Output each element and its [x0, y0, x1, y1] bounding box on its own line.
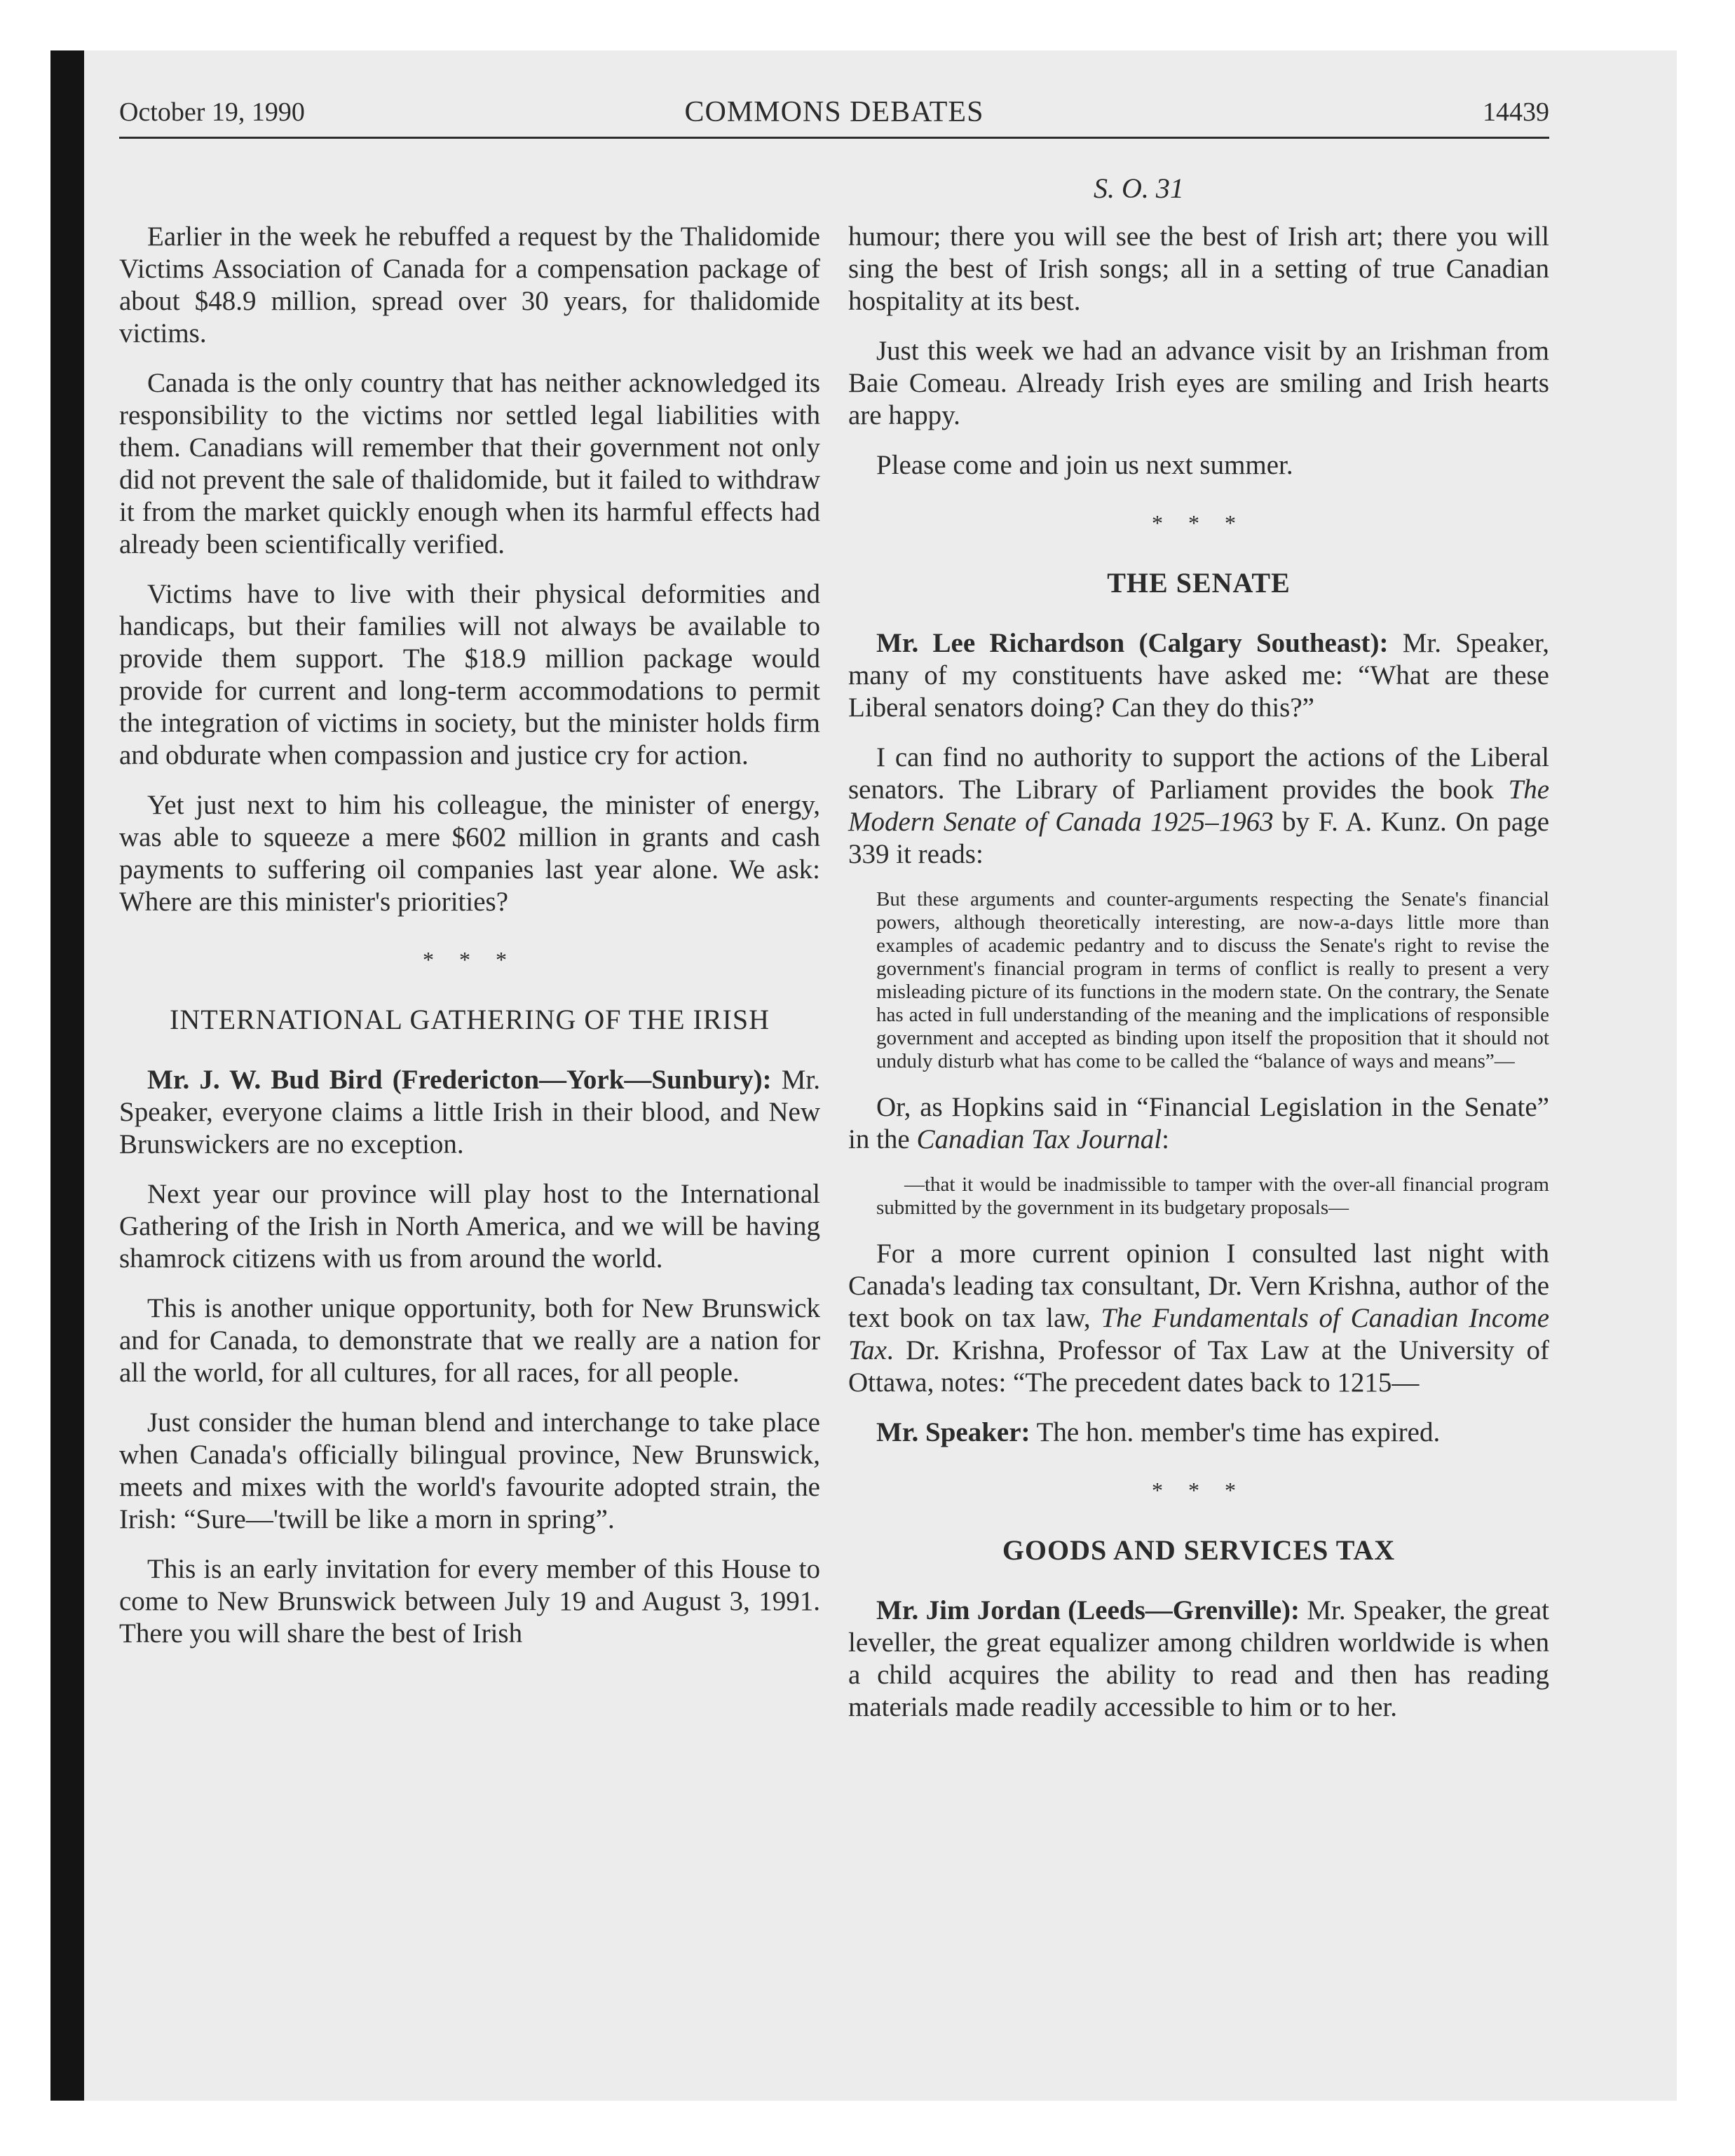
paragraph: [848, 1417, 1549, 1449]
right-column: [848, 221, 1549, 1741]
header-title: COMMONS DEBATES: [684, 96, 984, 128]
section-marker: S. O. 31: [1094, 172, 1184, 204]
paragraph: [848, 742, 1549, 871]
paragraph: Just consider the human blend and interchange to take place when Canada's officially bilingual province, New Brunswick, meets and mixes with the world's favourite adopted strain, the Irish: “Sure—'twill be like a morn in spring”.: [119, 1407, 820, 1534]
page-header: [119, 91, 1549, 133]
paragraph: This is another unique opportunity, both for New Brunswick and for Canada, to demonstrate that we really are a nation for all the world, for all cultures, for all races, for all people.: [119, 1293, 820, 1388]
paragraph: [119, 1064, 820, 1161]
paragraph: [848, 1238, 1549, 1399]
block-quote: But these arguments and counter-arguments respecting the Senate's financial powers, although theoretically interesting, are now-a-days little more than examples of academic pedantry and to discuss the Senate's right to revise the government's financial program in terms of conflict is really to present a very misleading picture of its functions in the modern state. On the contrary, the Senate has acted in full understanding of the meaning and the implications of responsible government and accepted as binding upon itself the proposition that it should not unduly disturb what has come to be called the “balance of ways and means”—: [876, 888, 1549, 1072]
journal-title: Canadian Tax Journal: [916, 1124, 1162, 1154]
paragraph: [848, 627, 1549, 724]
section-separator: * * *: [1152, 510, 1246, 535]
speech-text: . Dr. Krishna, Professor of Tax Law at the University of Ottawa, notes: “The precedent dates back to 1215—: [848, 1335, 1549, 1398]
section-separator: * * *: [423, 947, 517, 972]
paragraph: Please come and join us next summer.: [876, 450, 1293, 480]
paragraph: Next year our province will play host to the International Gathering of the Irish in North America, and we will be having shamrock citizens with us from around the world.: [119, 1179, 820, 1274]
header-rule: [119, 137, 1549, 139]
section-heading: GOODS AND SERVICES TAX: [1002, 1534, 1396, 1566]
speaker-name: Mr. Jim Jordan (Leeds—Grenville):: [876, 1595, 1300, 1625]
block-quote: —that it would be inadmissible to tamper with the over-all financial program submitted by the government in its budgetary proposals—: [876, 1173, 1549, 1219]
paragraph: Yet just next to him his colleague, the minister of energy, was able to squeeze a mere $602 million in grants and cash payments to suffering oil companies last year alone. We ask: Where are this minister's priorities?: [119, 790, 820, 917]
paragraph: [848, 1091, 1549, 1156]
section-heading: INTERNATIONAL GATHERING OF THE IRISH: [170, 1004, 770, 1035]
speech-text: I can find no authority to support the actions of the Liberal senators. The Library of Parliament provides the book: [848, 742, 1549, 805]
paragraph: Canada is the only country that has neither acknowledged its responsibility to the victims nor settled legal liabilities with them. Canadians will remember that their government not only did not prevent the sale of thalidomide, but it failed to withdraw it from the market quickly enough when its harmful effects had already been scientifically verified.: [119, 368, 820, 559]
paragraph: [848, 1595, 1549, 1724]
speech-text: :: [1162, 1124, 1169, 1154]
binding-edge: [50, 50, 84, 2101]
paragraph: Just this week we had an advance visit by an Irishman from Baie Comeau. Already Irish eyes are smiling and Irish hearts are happy.: [848, 336, 1549, 430]
paragraph: humour; there you will see the best of Irish art; there you will sing the best of Irish songs; all in a setting of true Canadian hospitality at its best.: [848, 221, 1549, 316]
speech-text: Or, as Hopkins said in “Financial Legislation in the Senate” in the: [848, 1092, 1549, 1154]
book-title: The Fundamentals of Canadian Income Tax: [848, 1303, 1550, 1365]
book-title: The Modern Senate of Canada 1925–1963: [848, 775, 1549, 837]
speech-text: by F. A. Kunz. On page 339 it reads:: [848, 807, 1550, 869]
header-page-number: 14439: [1483, 97, 1549, 127]
section-heading: THE SENATE: [1107, 567, 1291, 599]
paragraph: This is an early invitation for every member of this House to come to New Brunswick between July 19 and August 3, 1991. There you will share the best of Irish: [119, 1554, 820, 1649]
speech-text: The hon. member's time has expired.: [1036, 1417, 1441, 1447]
speech-text: For a more current opinion I consulted last night with Canada's leading tax consultant, Dr. Vern Krishna, author of the text book on tax law,: [848, 1239, 1549, 1333]
speaker-name: Mr. Lee Richardson (Calgary Southeast):: [876, 628, 1389, 658]
speech-text: Mr. Speaker, the great leveller, the great equalizer among children worldwide is when a child acquires the ability to read and then has reading materials made readily accessible to him or to her.: [848, 1595, 1549, 1722]
paragraph: Earlier in the week he rebuffed a request by the Thalidomide Victims Association of Canada for a compensation package of about $48.9 million, spread over 30 years, for thalidomide victims.: [119, 221, 820, 348]
section-separator: * * *: [1152, 1478, 1246, 1503]
left-column: [119, 221, 820, 1667]
paragraph: Victims have to live with their physical deformities and handicaps, but their families will not always be available to provide them support. The $18.9 million package would provide for current and long-term accommodations to permit the integration of victims in society, but the minister holds firm and obdurate when compassion and justice cry for action.: [119, 579, 820, 770]
speech-text: Mr. Speaker, many of my constituents have asked me: “What are these Liberal senators doing? Can they do this?”: [848, 628, 1550, 723]
header-date: October 19, 1990: [119, 97, 305, 127]
speaker-name: Mr. J. W. Bud Bird (Fredericton—York—Sunbury):: [147, 1065, 772, 1095]
speech-text: Mr. Speaker, everyone claims a little Irish in their blood, and New Brunswickers are no exception.: [119, 1065, 820, 1159]
speaker-name: Mr. Speaker:: [876, 1417, 1030, 1447]
